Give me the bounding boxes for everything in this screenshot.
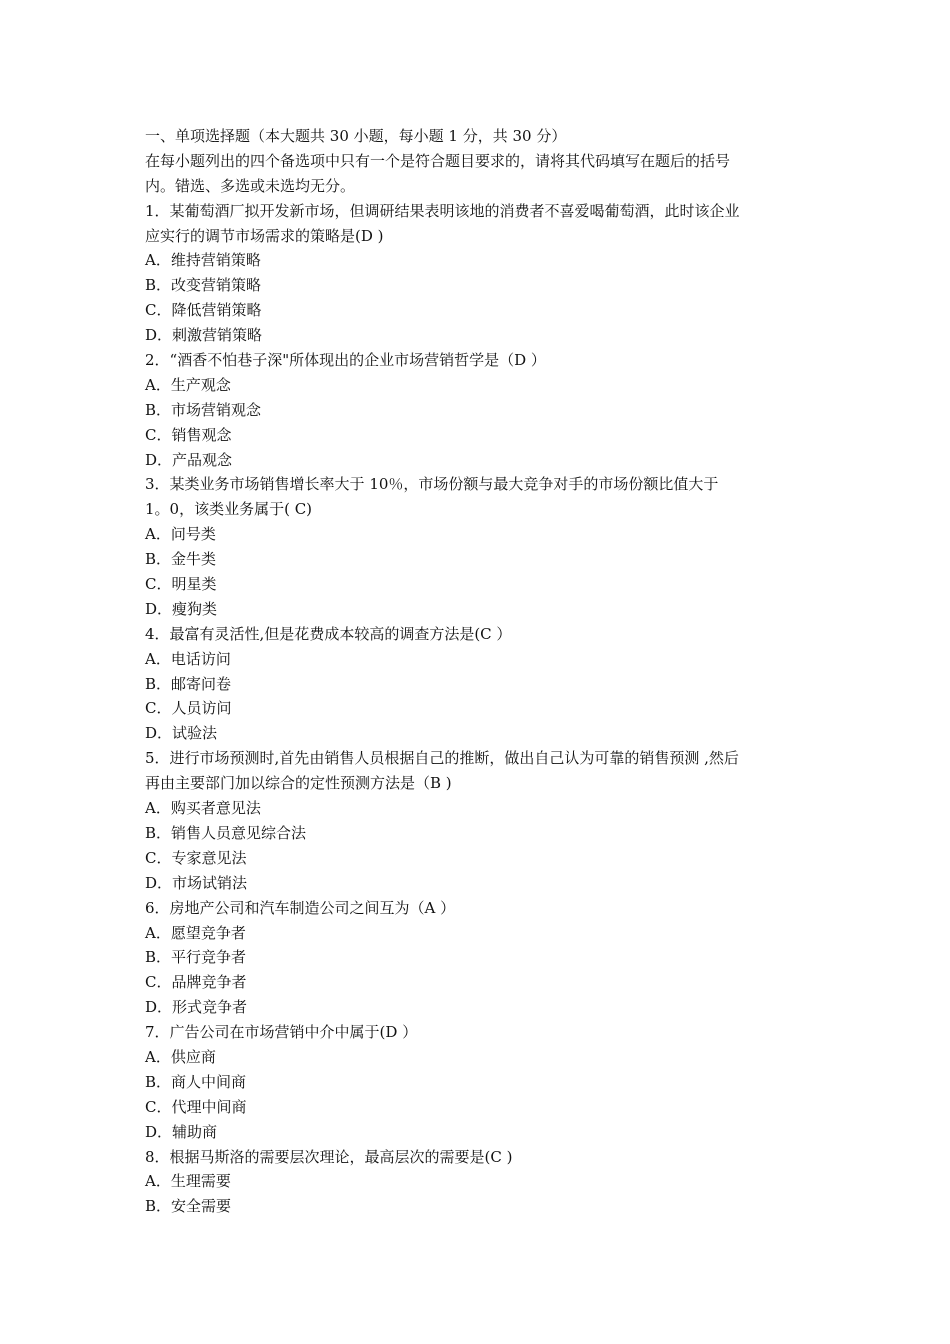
question-option: B．邮寄问卷 [145, 674, 232, 693]
question-option: C．代理中间商 [145, 1097, 247, 1116]
question-option: C．明星类 [145, 575, 217, 594]
question-stem: 6．房地产公司和汽车制造公司之间互为（A ） [145, 898, 456, 917]
question-option: B．安全需要 [145, 1197, 232, 1216]
question-option: C．人员访问 [145, 699, 232, 718]
question-option: B．商人中间商 [145, 1072, 247, 1091]
question-option: A．愿望竞争者 [145, 923, 246, 942]
question-option: B．改变营销策略 [145, 276, 262, 295]
question-option: A．购买者意见法 [145, 799, 261, 818]
question-option: C．降低营销策略 [145, 301, 262, 320]
question-option: B．金牛类 [145, 550, 217, 569]
question-stem: 8．根据马斯洛的需要层次理论，最高层次的需要是(C ) [145, 1147, 513, 1166]
question-option: D．刺激营销策略 [145, 326, 263, 345]
question-option: B．市场营销观念 [145, 400, 262, 419]
question-option: C．专家意见法 [145, 848, 247, 867]
instructions-line: 内。错选、多选或未选均无分。 [145, 176, 356, 195]
question-option: B．销售人员意见综合法 [145, 823, 307, 842]
question-option: A．电话访问 [145, 649, 231, 668]
question-option: D．市场试销法 [145, 873, 248, 892]
question-option: A．维持营销策略 [145, 251, 261, 270]
question-option: A．生理需要 [145, 1172, 231, 1191]
question-stem: 1。0，该类业务属于( C) [145, 500, 313, 519]
question-option: A．问号类 [145, 525, 216, 544]
question-option: D．辅助商 [145, 1122, 218, 1141]
question-stem: 2．“酒香不怕巷子深"所体现出的企业市场营销哲学是（D ） [145, 351, 546, 370]
question-option: A．供应商 [145, 1047, 216, 1066]
question-stem: 1．某葡萄酒厂拟开发新市场，但调研结果表明该地的消费者不喜爱喝葡萄酒，此时该企业 [145, 201, 740, 220]
question-stem: 7．广告公司在市场营销中介中属于(D ） [145, 1023, 418, 1042]
question-stem: 3．某类业务市场销售增长率大于 10％，市场份额与最大竞争对手的市场份额比值大于 [145, 475, 719, 494]
document-body [145, 124, 810, 1219]
instructions-line: 在每小题列出的四个备选项中只有一个是符合题目要求的，请将其代码填写在题后的括号 [145, 151, 731, 170]
question-option: D．产品观念 [145, 450, 233, 469]
section-heading: 一、单项选择题（本大题共 30 小题，每小题 1 分，共 30 分） [145, 127, 567, 145]
question-option: C．销售观念 [145, 425, 232, 444]
question-option: D．形式竞争者 [145, 998, 248, 1017]
question-stem: 应实行的调节市场需求的策略是(D ) [145, 226, 384, 245]
question-option: A．生产观念 [145, 375, 231, 394]
question-stem: 4．最富有灵活性,但是花费成本较高的调查方法是(C ） [145, 624, 512, 643]
question-option: B．平行竞争者 [145, 948, 247, 967]
question-option: D．试验法 [145, 724, 218, 743]
question-stem: 5．进行市场预测时,首先由销售人员根据自己的推断，做出自己认为可靠的销售预测 ,然后 [145, 749, 739, 768]
question-stem: 再由主要部门加以综合的定性预测方法是（B ) [145, 774, 452, 793]
question-option: C．品牌竞争者 [145, 973, 247, 992]
question-option: D．瘦狗类 [145, 599, 218, 618]
